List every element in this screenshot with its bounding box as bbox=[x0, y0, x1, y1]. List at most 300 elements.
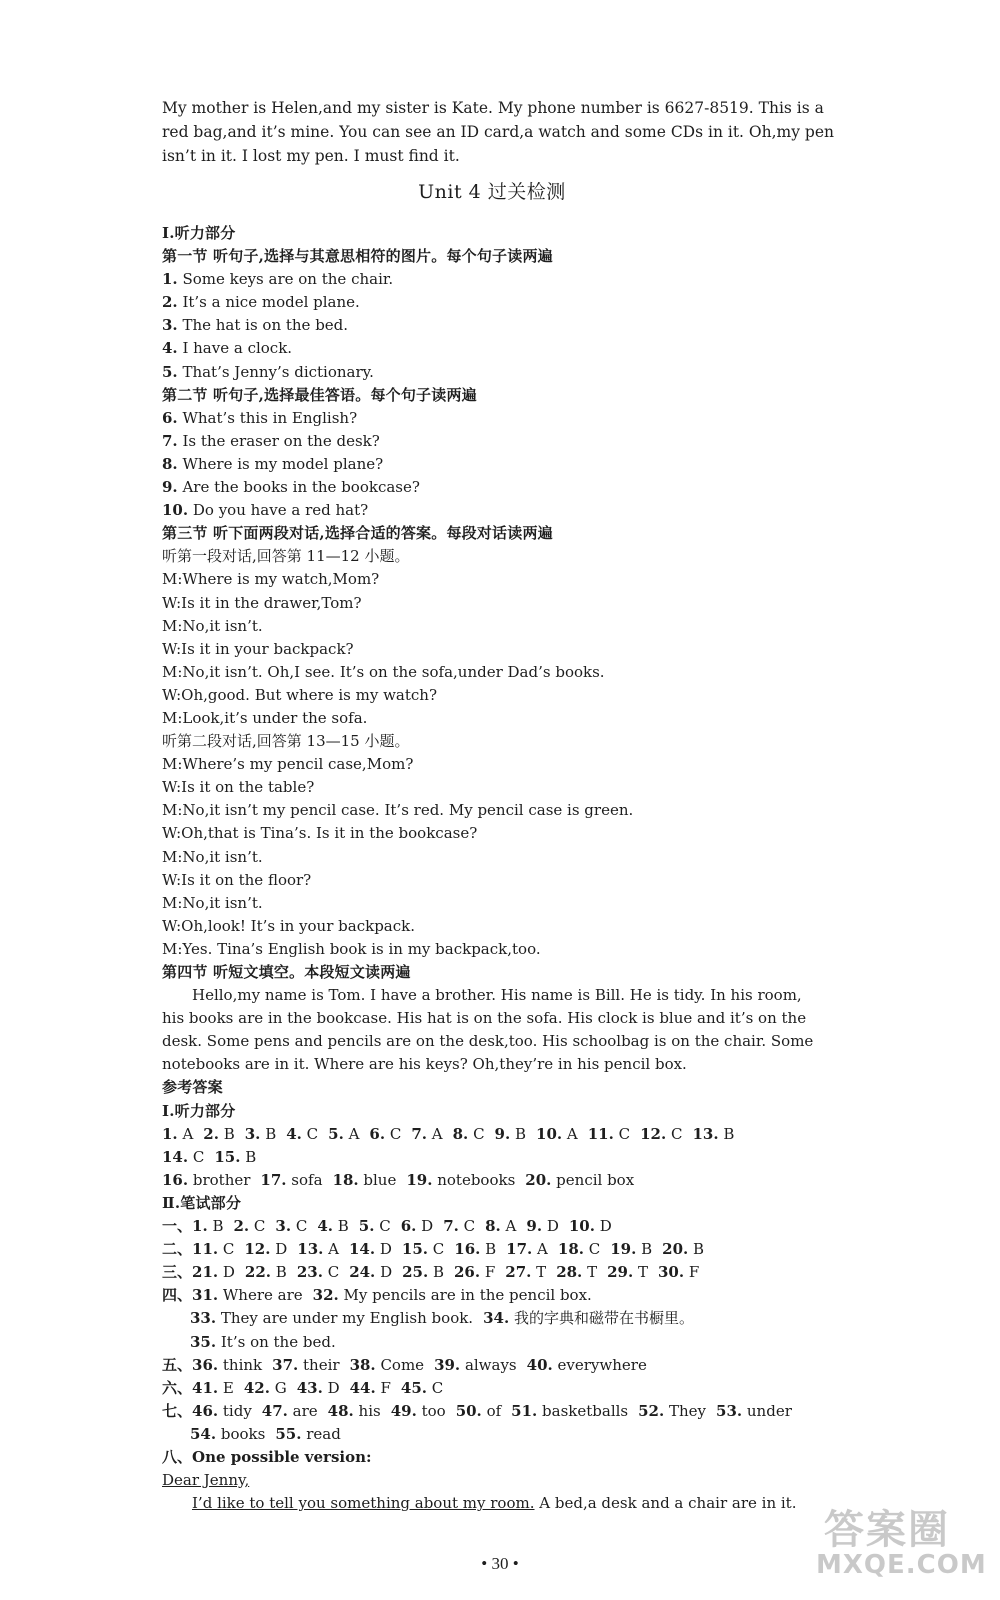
answer-number: 31. bbox=[192, 1286, 219, 1305]
passage-line: Hello,my name is Tom. I have a brother. His name is Bill. He is tidy. In his room, bbox=[192, 986, 802, 1005]
answer-item bbox=[526, 1217, 558, 1235]
answer-number: 46. bbox=[192, 1401, 219, 1420]
answer-row bbox=[162, 1169, 822, 1192]
answer-number: 33. bbox=[190, 1309, 217, 1328]
answer-value: of bbox=[481, 1401, 502, 1420]
answer-value: B bbox=[207, 1217, 224, 1236]
answer-item bbox=[162, 1148, 204, 1166]
answer-value: Where are bbox=[218, 1286, 303, 1305]
answer-item bbox=[495, 1125, 526, 1143]
answer-item bbox=[192, 1263, 235, 1281]
answer-value: think bbox=[218, 1355, 263, 1374]
item-text: Some keys are on the chair. bbox=[177, 270, 394, 289]
answer-item bbox=[525, 1171, 634, 1189]
answers-writing-heading: Ⅱ.笔试部分 bbox=[162, 1193, 242, 1212]
watermark-cn: 答案圈 bbox=[824, 1507, 950, 1553]
section4-heading: 第四节 听短文填空。本段短文读两遍 bbox=[162, 963, 411, 981]
answer-value: G bbox=[269, 1378, 287, 1397]
document-page bbox=[162, 96, 834, 1515]
answer-number: 17. bbox=[260, 1170, 287, 1189]
answer-number: 55. bbox=[275, 1424, 302, 1443]
answers-listening-heading: Ⅰ.听力部分 bbox=[162, 1101, 236, 1120]
answer-number: 26. bbox=[454, 1263, 481, 1282]
answer-item bbox=[454, 1240, 496, 1258]
answer-item bbox=[162, 1125, 193, 1143]
answer-value: My pencils are in the pencil box. bbox=[338, 1286, 592, 1305]
answer-number: 23. bbox=[296, 1263, 323, 1282]
answer-value: C bbox=[584, 1240, 601, 1259]
dialog-line: M:Where is my watch,Mom? bbox=[162, 570, 380, 589]
answer-number: 7. bbox=[443, 1217, 459, 1236]
dialog-line: W:Is it on the floor? bbox=[162, 870, 312, 889]
answer-value: C bbox=[428, 1240, 445, 1259]
answer-value: D bbox=[270, 1240, 288, 1259]
dialog1-intro: 听第一段对话,回答第 11—12 小题。 bbox=[162, 547, 410, 566]
item-number: 7. bbox=[162, 431, 178, 450]
answer-value: A bbox=[427, 1124, 443, 1143]
answer-row bbox=[162, 1400, 822, 1423]
answer-value: pencil box bbox=[551, 1170, 635, 1189]
answer-value: C bbox=[666, 1124, 683, 1143]
intro-line: isn’t in it. I lost my pen. I must find it. bbox=[162, 147, 460, 165]
list-item bbox=[162, 499, 822, 522]
item-number: 8. bbox=[162, 454, 178, 473]
answer-item bbox=[328, 1125, 359, 1143]
answer-number: 3. bbox=[275, 1217, 292, 1236]
answer-value: C bbox=[188, 1147, 205, 1166]
answer-row-prefix: 五、 bbox=[162, 1355, 193, 1374]
letter-first-line bbox=[162, 1492, 822, 1515]
section-eight-label: One possible version: bbox=[192, 1447, 372, 1466]
answer-item bbox=[192, 1240, 234, 1258]
item-number: 1. bbox=[162, 270, 178, 289]
page-number: • 30 • bbox=[481, 1554, 519, 1573]
answer-item bbox=[402, 1263, 444, 1281]
answer-value: C bbox=[427, 1378, 444, 1397]
answer-item bbox=[190, 1333, 336, 1351]
answer-item bbox=[527, 1356, 647, 1374]
answer-number: 8. bbox=[485, 1217, 501, 1236]
passage-line: his books are in the bookcase. His hat is on the sofa. His clock is blue and it’s on the bbox=[162, 1009, 807, 1028]
answer-item bbox=[333, 1171, 397, 1189]
answer-number: 24. bbox=[349, 1263, 376, 1282]
answer-number: 13. bbox=[692, 1124, 719, 1143]
answer-number: 19. bbox=[406, 1170, 433, 1189]
dialog-line: M:No,it isn’t my pencil case. It’s red. My pencil case is green. bbox=[162, 801, 634, 820]
answer-number: 43. bbox=[296, 1378, 323, 1397]
answer-item bbox=[411, 1125, 442, 1143]
answer-item bbox=[483, 1309, 694, 1327]
answer-value: always bbox=[460, 1355, 517, 1374]
answer-item bbox=[244, 1379, 287, 1397]
answer-number: 14. bbox=[162, 1147, 189, 1166]
answer-value: B bbox=[240, 1147, 257, 1166]
answer-value: It’s on the bed. bbox=[216, 1332, 336, 1351]
answer-value: D bbox=[594, 1217, 612, 1236]
answer-row-prefix: 七、 bbox=[162, 1401, 193, 1420]
answer-number: 53. bbox=[716, 1401, 743, 1420]
section1-list bbox=[162, 268, 822, 383]
answer-item bbox=[162, 1171, 250, 1189]
answer-value: basketballs bbox=[537, 1401, 629, 1420]
answer-value: T bbox=[633, 1263, 648, 1282]
answer-number: 1. bbox=[162, 1124, 178, 1143]
answer-item bbox=[716, 1402, 792, 1420]
answer-value: D bbox=[542, 1217, 559, 1236]
answer-number: 6. bbox=[400, 1217, 417, 1236]
answer-value: They are under my English book. bbox=[216, 1309, 474, 1328]
answer-number: 45. bbox=[400, 1378, 428, 1397]
list-item bbox=[162, 291, 822, 314]
answer-value: A bbox=[500, 1217, 517, 1236]
answer-item bbox=[297, 1263, 339, 1281]
answer-value: A bbox=[532, 1240, 548, 1259]
answer-value: read bbox=[301, 1424, 341, 1443]
item-number: 4. bbox=[162, 339, 178, 358]
answer-item bbox=[658, 1263, 699, 1281]
answer-item bbox=[456, 1402, 501, 1420]
list-item bbox=[162, 314, 822, 337]
intro-line: red bag,and it’s mine. You can see an ID card,a watch and some CDs in it. Oh,my pen bbox=[162, 123, 834, 141]
answer-value: C bbox=[249, 1217, 266, 1236]
answer-row bbox=[162, 1146, 822, 1169]
section-eight-row bbox=[162, 1446, 822, 1469]
answer-value: D bbox=[375, 1263, 393, 1282]
answer-value: E bbox=[218, 1378, 234, 1397]
answer-number: 5. bbox=[328, 1124, 344, 1143]
answer-value: under bbox=[742, 1401, 792, 1420]
answer-value: They bbox=[664, 1401, 707, 1420]
answer-value: B bbox=[271, 1263, 287, 1282]
answer-number: 42. bbox=[243, 1378, 270, 1397]
answer-value: F bbox=[480, 1263, 496, 1282]
answer-item bbox=[192, 1286, 303, 1304]
answer-value: B bbox=[480, 1240, 497, 1259]
answer-item bbox=[262, 1402, 318, 1420]
answer-item bbox=[662, 1240, 704, 1258]
answer-number: 40. bbox=[526, 1355, 553, 1374]
answer-value: C bbox=[322, 1263, 340, 1282]
answer-value: B bbox=[718, 1124, 735, 1143]
answer-number: 16. bbox=[162, 1170, 189, 1189]
item-number: 2. bbox=[162, 293, 178, 312]
answer-number: 6. bbox=[369, 1124, 386, 1143]
answer-number: 39. bbox=[434, 1355, 461, 1374]
answer-item bbox=[192, 1402, 252, 1420]
answer-item bbox=[297, 1379, 340, 1397]
passage-line: notebooks are in it. Where are his keys? Oh,they’re in his pencil box. bbox=[162, 1055, 687, 1074]
dialog-line: W:Oh,good. But where is my watch? bbox=[162, 685, 438, 704]
dialog2 bbox=[162, 753, 822, 961]
answer-number: 15. bbox=[401, 1240, 429, 1259]
dialog-line: M:Where’s my pencil case,Mom? bbox=[162, 755, 414, 774]
answer-value: notebooks bbox=[432, 1170, 516, 1189]
answer-row-prefix: 四、 bbox=[162, 1286, 193, 1305]
dialog-line: W:Oh,look! It’s in your backpack. bbox=[162, 916, 415, 935]
answer-row-prefix: 三、 bbox=[162, 1263, 193, 1282]
answer-item bbox=[192, 1379, 234, 1397]
answer-value: B bbox=[428, 1263, 444, 1282]
answers-heading: 参考答案 bbox=[162, 1078, 223, 1097]
item-text: Are the books in the bookcase? bbox=[177, 478, 420, 497]
answer-item bbox=[434, 1356, 517, 1374]
answer-item bbox=[640, 1125, 682, 1143]
answer-number: 12. bbox=[244, 1240, 271, 1259]
item-text: I have a clock. bbox=[177, 339, 293, 358]
answer-row-prefix: 六、 bbox=[162, 1378, 193, 1397]
answer-item bbox=[406, 1171, 515, 1189]
answer-number: 47. bbox=[261, 1401, 288, 1420]
answer-item bbox=[203, 1125, 234, 1143]
item-number: 5. bbox=[162, 362, 178, 381]
answer-value: A bbox=[177, 1124, 194, 1143]
answer-item bbox=[286, 1125, 318, 1143]
dialog-line: W:Is it in your backpack? bbox=[162, 639, 354, 658]
answer-item bbox=[536, 1125, 578, 1143]
answer-item bbox=[556, 1263, 597, 1281]
list-item bbox=[162, 430, 822, 453]
answer-value: C bbox=[301, 1124, 319, 1143]
watermark-en: MXQE.COM bbox=[816, 1550, 987, 1580]
answer-value: C bbox=[458, 1217, 476, 1236]
answer-number: 11. bbox=[192, 1240, 219, 1259]
answer-value: their bbox=[298, 1355, 340, 1374]
answer-number: 13. bbox=[297, 1240, 324, 1259]
letter-rest-text: A bed,a desk and a chair are in it. bbox=[534, 1494, 797, 1513]
answer-item bbox=[453, 1125, 485, 1143]
answer-number: 35. bbox=[190, 1332, 217, 1351]
answer-value: T bbox=[582, 1263, 598, 1282]
answer-value: sofa bbox=[286, 1170, 323, 1189]
section-eight-prefix: 八、 bbox=[162, 1447, 193, 1466]
answer-item bbox=[359, 1217, 391, 1235]
item-text: It’s a nice model plane. bbox=[177, 293, 360, 312]
item-text: Do you have a red hat? bbox=[188, 501, 369, 520]
answer-value: C bbox=[385, 1124, 402, 1143]
answer-number: 19. bbox=[610, 1240, 637, 1259]
section4-passage bbox=[162, 984, 822, 1076]
answer-item bbox=[402, 1240, 444, 1258]
answer-row bbox=[162, 1284, 822, 1307]
answer-item bbox=[505, 1263, 546, 1281]
answer-row bbox=[162, 1354, 822, 1377]
answer-item bbox=[275, 1217, 307, 1235]
answer-item bbox=[607, 1263, 648, 1281]
answer-item bbox=[638, 1402, 706, 1420]
answer-value: Come bbox=[375, 1355, 425, 1374]
answer-number: 2. bbox=[203, 1124, 219, 1143]
answer-number: 36. bbox=[192, 1355, 219, 1374]
answer-item bbox=[569, 1217, 612, 1235]
answer-number: 54. bbox=[190, 1424, 217, 1443]
answer-item bbox=[233, 1217, 265, 1235]
answer-item bbox=[275, 1425, 340, 1443]
answer-row bbox=[162, 1261, 822, 1284]
answer-value: T bbox=[531, 1263, 547, 1282]
answer-number: 50. bbox=[455, 1401, 482, 1420]
answer-item bbox=[558, 1240, 600, 1258]
list-item bbox=[162, 453, 822, 476]
part1-heading: Ⅰ.听力部分 bbox=[162, 224, 236, 242]
section3-heading: 第三节 听下面两段对话,选择合适的答案。每段对话读两遍 bbox=[162, 524, 553, 543]
answer-number: 12. bbox=[640, 1124, 667, 1143]
listening-answers bbox=[162, 1123, 822, 1192]
answer-number: 28. bbox=[556, 1263, 583, 1282]
answer-item bbox=[349, 1240, 392, 1258]
answer-number: 3. bbox=[244, 1124, 261, 1143]
answer-row-prefix: 二、 bbox=[162, 1240, 193, 1259]
answer-number: 18. bbox=[332, 1170, 359, 1189]
item-number: 10. bbox=[162, 501, 189, 520]
answer-item bbox=[297, 1240, 339, 1258]
answer-item bbox=[190, 1425, 265, 1443]
answer-number: 25. bbox=[402, 1263, 429, 1282]
answer-value: B bbox=[636, 1240, 653, 1259]
answer-item bbox=[214, 1148, 256, 1166]
answer-value: D bbox=[416, 1217, 434, 1236]
answer-value: books bbox=[216, 1424, 266, 1443]
answer-row bbox=[162, 1307, 822, 1330]
list-item bbox=[162, 476, 822, 499]
answer-number: 18. bbox=[557, 1240, 584, 1259]
dialog-line: M:No,it isn’t. bbox=[162, 893, 263, 912]
answer-item bbox=[245, 1263, 287, 1281]
answer-item bbox=[328, 1402, 381, 1420]
answer-value: C bbox=[218, 1240, 235, 1259]
answer-item bbox=[192, 1356, 262, 1374]
answer-row bbox=[162, 1123, 822, 1146]
answer-value: D bbox=[322, 1378, 340, 1397]
answer-number: 17. bbox=[506, 1240, 533, 1259]
answer-item bbox=[350, 1379, 391, 1397]
answer-number: 10. bbox=[568, 1217, 595, 1236]
answer-item bbox=[369, 1125, 401, 1143]
item-number: 3. bbox=[162, 316, 178, 335]
answer-number: 51. bbox=[511, 1401, 538, 1420]
answer-value: A bbox=[562, 1124, 578, 1143]
answer-row bbox=[162, 1377, 822, 1400]
answer-number: 20. bbox=[525, 1170, 552, 1189]
answer-item bbox=[610, 1240, 652, 1258]
answer-value: B bbox=[510, 1124, 527, 1143]
passage-line: desk. Some pens and pencils are on the desk,too. His schoolbag is on the chair. Some bbox=[162, 1032, 814, 1051]
watermark-logo bbox=[796, 1498, 996, 1588]
answer-item bbox=[190, 1309, 473, 1327]
dialog-line: W:Oh,that is Tina’s. Is it in the bookcase? bbox=[162, 824, 478, 843]
answer-item bbox=[350, 1356, 425, 1374]
answer-number: 4. bbox=[317, 1217, 333, 1236]
answer-value: are bbox=[287, 1401, 318, 1420]
answer-value: F bbox=[375, 1378, 391, 1397]
answer-number: 9. bbox=[494, 1124, 511, 1143]
answer-item bbox=[192, 1217, 223, 1235]
item-number: 6. bbox=[162, 408, 178, 427]
intro-paragraph bbox=[162, 96, 834, 168]
answer-row-prefix: 一、 bbox=[162, 1217, 193, 1236]
answer-value: B bbox=[260, 1124, 277, 1143]
answer-number: 7. bbox=[411, 1124, 428, 1143]
answer-item bbox=[692, 1125, 734, 1143]
item-text: Is the eraser on the desk? bbox=[177, 431, 380, 450]
answer-number: 32. bbox=[312, 1286, 339, 1305]
answer-number: 1. bbox=[192, 1217, 208, 1236]
answer-number: 16. bbox=[454, 1240, 481, 1259]
list-item bbox=[162, 407, 822, 430]
section1-heading: 第一节 听句子,选择与其意思相符的图片。每个句子读两遍 bbox=[162, 247, 553, 266]
answer-item bbox=[260, 1171, 322, 1189]
answer-number: 29. bbox=[607, 1263, 634, 1282]
answer-value: F bbox=[684, 1263, 700, 1282]
dialog-line: W:Is it on the table? bbox=[162, 778, 315, 797]
answer-value: his bbox=[353, 1401, 381, 1420]
answer-item bbox=[454, 1263, 495, 1281]
dialog-line: M:Look,it’s under the sofa. bbox=[162, 708, 368, 727]
answer-number: 44. bbox=[349, 1378, 376, 1397]
answer-value: D bbox=[375, 1240, 392, 1259]
letter-salutation: Dear Jenny, bbox=[162, 1471, 250, 1490]
answer-value: B bbox=[688, 1240, 705, 1259]
answer-value: D bbox=[218, 1263, 235, 1282]
section2-heading: 第二节 听句子,选择最佳答语。每个句子读两遍 bbox=[162, 385, 477, 404]
unit-title: Unit 4 过关检测 bbox=[418, 181, 566, 203]
item-text: Where is my model plane? bbox=[177, 454, 384, 473]
item-text: The hat is on the bed. bbox=[177, 316, 349, 335]
answer-value: C bbox=[468, 1124, 485, 1143]
list-item bbox=[162, 337, 822, 360]
answer-value: tidy bbox=[218, 1401, 252, 1420]
answer-item bbox=[511, 1402, 628, 1420]
answer-value: C bbox=[613, 1124, 631, 1143]
dialog-line: W:Is it in the drawer,Tom? bbox=[162, 593, 362, 612]
answer-number: 37. bbox=[272, 1355, 299, 1374]
item-number: 9. bbox=[162, 478, 178, 497]
dialog-line: M:No,it isn’t. Oh,I see. It’s on the sofa,under Dad’s books. bbox=[162, 662, 605, 681]
answer-row bbox=[162, 1215, 822, 1238]
item-text: What’s this in English? bbox=[177, 408, 358, 427]
answer-item bbox=[506, 1240, 548, 1258]
answer-number: 22. bbox=[244, 1263, 272, 1282]
list-item bbox=[162, 361, 822, 384]
answer-number: 14. bbox=[349, 1240, 376, 1259]
answer-value: too bbox=[416, 1401, 446, 1420]
answer-value: 我的字典和磁带在书橱里。 bbox=[509, 1309, 694, 1328]
answer-value: C bbox=[291, 1217, 308, 1236]
answer-value: everywhere bbox=[552, 1355, 647, 1374]
answer-value: B bbox=[218, 1124, 235, 1143]
answer-item bbox=[485, 1217, 516, 1235]
answer-number: 49. bbox=[390, 1401, 417, 1420]
dialog-line: M:No,it isn’t. bbox=[162, 616, 263, 635]
answer-number: 11. bbox=[587, 1124, 614, 1143]
answer-number: 5. bbox=[358, 1217, 375, 1236]
answer-number: 15. bbox=[214, 1147, 241, 1166]
dialog-line: M:No,it isn’t. bbox=[162, 847, 263, 866]
writing-answers bbox=[162, 1215, 822, 1446]
answer-item bbox=[244, 1240, 287, 1258]
answer-number: 30. bbox=[657, 1263, 685, 1282]
answer-item bbox=[313, 1286, 592, 1304]
intro-line: My mother is Helen,and my sister is Kate. My phone number is 6627-8519. This is a bbox=[162, 99, 824, 117]
answer-number: 9. bbox=[526, 1217, 543, 1236]
answer-number: 10. bbox=[536, 1124, 563, 1143]
answer-row bbox=[162, 1238, 822, 1261]
answer-value: B bbox=[333, 1217, 349, 1236]
answer-number: 41. bbox=[192, 1378, 219, 1397]
answer-number: 38. bbox=[349, 1355, 376, 1374]
answer-item bbox=[588, 1125, 630, 1143]
answer-number: 21. bbox=[192, 1263, 219, 1282]
answer-number: 20. bbox=[662, 1240, 689, 1259]
